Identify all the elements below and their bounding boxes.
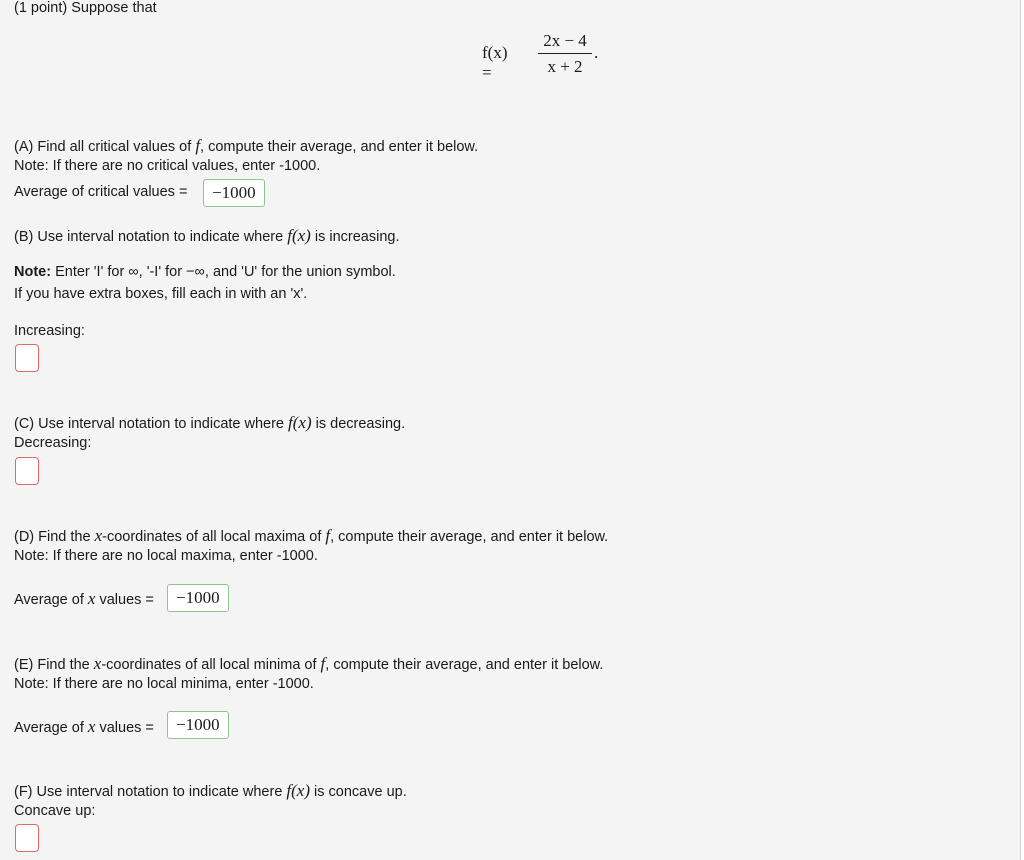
part-d-label-post: values =	[95, 592, 154, 608]
formula-numerator: 2x − 4	[543, 31, 587, 50]
part-f-question-text: (F) Use interval notation to indicate where	[14, 784, 287, 800]
increasing-label: Increasing:	[14, 323, 85, 339]
part-d-var2: f	[325, 526, 331, 545]
part-b-question	[14, 226, 399, 246]
part-d-note: Note: If there are no local maxima, enter -1000.	[14, 548, 318, 564]
note-text: Enter 'I' for ∞, '-I' for −∞, and 'U' for the union symbol.	[51, 264, 396, 280]
formula-period: .	[594, 43, 599, 62]
formula-lhs: f(x) =	[482, 43, 508, 82]
decreasing-answer-box[interactable]	[15, 457, 39, 485]
formula-denominator: x + 2	[547, 57, 583, 76]
formula-fraction	[538, 30, 592, 78]
part-d-answer-label	[14, 589, 154, 609]
part-d-question	[14, 526, 608, 546]
part-a-question-rest: , compute their average, and enter it below.	[200, 139, 479, 155]
part-d-question-text: (D) Find the	[14, 529, 95, 545]
part-b-question-text: (B) Use interval notation to indicate where	[14, 229, 288, 245]
problem-header: (1 point) Suppose that	[14, 0, 157, 16]
note-label: Note:	[14, 264, 52, 280]
part-b-note	[14, 264, 396, 280]
part-e-label-post: values =	[95, 720, 154, 736]
part-e-answer-field[interactable]: −1000	[167, 711, 229, 739]
part-e-var2: f	[320, 654, 326, 673]
part-a-var: f	[195, 136, 201, 155]
part-f-question	[14, 781, 407, 801]
part-b-math: f(x)	[287, 226, 311, 245]
part-c-question-rest: is decreasing.	[311, 416, 406, 432]
part-e-question-text: (E) Find the	[14, 657, 94, 673]
part-b-question-rest: is increasing.	[310, 229, 400, 245]
part-a-question-text: (A) Find all critical values of	[14, 139, 196, 155]
part-b-note2: If you have extra boxes, fill each in with an 'x'.	[14, 286, 308, 302]
part-c-question-text: (C) Use interval notation to indicate where	[14, 416, 289, 432]
part-a-note: Note: If there are no critical values, enter -1000.	[14, 158, 321, 174]
part-c-math: f(x)	[288, 413, 312, 432]
decreasing-label: Decreasing:	[14, 435, 92, 451]
part-d-label-pre: Average of	[14, 592, 88, 608]
part-e-label-pre: Average of	[14, 720, 88, 736]
fraction-bar	[538, 53, 592, 54]
part-e-question-rest: , compute their average, and enter it below.	[325, 657, 604, 673]
part-a-answer-label: Average of critical values =	[14, 184, 188, 200]
part-d-label-var: x	[87, 589, 96, 608]
part-e-note: Note: If there are no local minima, enter -1000.	[14, 676, 314, 692]
part-e-question-mid: -coordinates of all local minima of	[101, 657, 321, 673]
part-e-var: x	[93, 654, 102, 673]
part-a-question	[14, 136, 478, 156]
part-d-question-mid: -coordinates of all local maxima of	[102, 529, 326, 545]
part-e-answer-label	[14, 717, 154, 737]
increasing-answer-box[interactable]	[15, 344, 39, 372]
part-a-answer-field[interactable]: −1000	[203, 179, 265, 207]
part-c-question	[14, 413, 405, 433]
part-f-question-rest: is concave up.	[310, 784, 407, 800]
part-f-math: f(x)	[286, 781, 310, 800]
part-e-question	[14, 654, 603, 674]
concave-up-answer-box[interactable]	[15, 824, 39, 852]
concave-up-label: Concave up:	[14, 803, 96, 819]
part-d-question-rest: , compute their average, and enter it below.	[330, 529, 609, 545]
part-d-var: x	[94, 526, 103, 545]
part-e-label-var: x	[87, 717, 96, 736]
part-d-answer-field[interactable]: −1000	[167, 584, 229, 612]
